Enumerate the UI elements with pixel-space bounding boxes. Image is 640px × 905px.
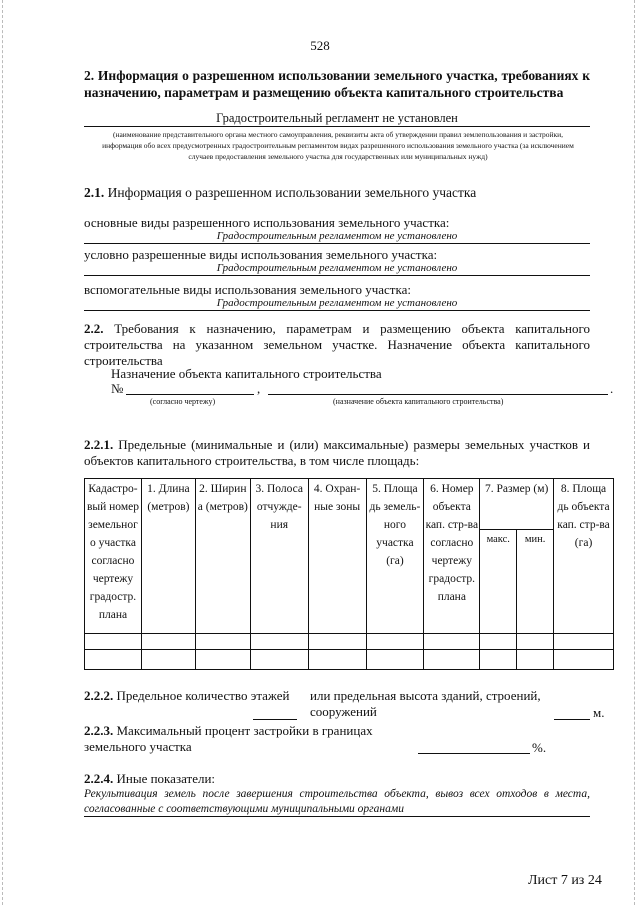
section-2-heading: 2. Информация о разрешенном использовании земельного участка, требованиях к назначению, параметрам и размещению объекта капитального строительства: [84, 68, 590, 100]
max-height-label: или предельная высота зданий, строений, сооружений: [310, 688, 541, 719]
purpose-comma: ,: [257, 381, 261, 396]
page-number: 528: [310, 38, 330, 53]
section-2-1-heading: [84, 185, 476, 201]
max-height-unit: м.: [593, 705, 605, 720]
caption-drawing: (согласно чертежу): [150, 397, 216, 406]
other-indicators-label: Иные показатели:: [116, 771, 216, 786]
max-height-line: [554, 719, 590, 720]
section-2-2-4-number: 2.2.4.: [84, 771, 114, 786]
section-2-2-1-body: Предельные (минимальные и (или) максимальные) размеры земельных участков и объектов капитального строительства, в том числе площадь:: [84, 437, 591, 468]
table-row: [85, 634, 614, 650]
section-2-2-3-number: 2.2.3.: [84, 723, 114, 738]
table-row: [85, 650, 614, 670]
table-header-row: [85, 479, 614, 530]
col-size: 7. Размер (м): [480, 479, 554, 530]
section-2-2-number: 2.2.: [84, 321, 104, 336]
regulation-underline: [84, 126, 590, 127]
auxiliary-uses-line: [84, 310, 590, 311]
section-2-2-2-number: 2.2.2.: [84, 688, 114, 703]
parameters-table: [84, 478, 614, 670]
col-object-area: 8. Площа дь объекта кап. стр-ва (га): [554, 479, 614, 634]
auxiliary-uses-value: Градостроительным регламентом не установлено: [216, 297, 458, 309]
main-uses-value: Градостроительным регламентом не установлено: [216, 230, 458, 242]
col-length: 1. Длина (метров): [141, 479, 195, 634]
auxiliary-uses-label: вспомогательные виды использования земельного участка:: [84, 282, 411, 297]
col-size-max: макс.: [480, 530, 517, 634]
drawing-number-line: [126, 394, 254, 395]
col-cadastral-number: Кадастро-вый номер земельног о участка согласно чертежу градостр. плана: [85, 479, 142, 634]
build-percent-unit: %.: [532, 740, 547, 755]
col-plot-area: 5. Площа дь земель-ного участка (га): [366, 479, 424, 634]
col-size-min: мин.: [517, 530, 554, 634]
section-2-2-2-text: [84, 688, 307, 704]
main-uses-label: основные виды разрешенного использования земельного участка:: [84, 215, 450, 230]
section-2-2-1-number: 2.2.1.: [84, 437, 114, 452]
other-indicators-value: Рекультивация земель после завершения строительства объекта, вывоз всех отходов в места, согласованные с соответствующими муниципальными органами: [84, 788, 590, 815]
section-2-2-body: Требования к назначению, параметрам и размещению объекта капитального строительства на указанном земельном участке. Назначение объекта капитального строительства: [84, 321, 591, 368]
main-uses-line: [84, 243, 590, 244]
section-2-2-3-text: [84, 723, 384, 755]
binding-edge: [634, 0, 639, 905]
section-2-2-4-text: [84, 771, 215, 787]
other-indicators-line: [84, 816, 590, 817]
section-2-2-1-text: [84, 437, 590, 469]
build-percent-label: Максимальный процент застройки в границах земельного участка: [84, 723, 373, 754]
max-floors-label: Предельное количество этажей: [116, 688, 290, 703]
purpose-label: Назначение объекта капитального строительства: [111, 366, 382, 381]
col-exclusion-strip: 3. Полоса отчужде-ния: [250, 479, 308, 634]
regulation-note: (наименование представительного органа местного самоуправления, реквизиты акта об утверждении правил землепользования и застройки, информация обо всех предусмотренных градостроительным регламентом видах разрешенного использования земельного участка (за исключением случаев предоставления земельного участка для государственных или муниципальных нужд): [102, 130, 574, 161]
col-width: 2. Ширин а (метров): [195, 479, 250, 634]
binding-edge: [2, 0, 7, 905]
purpose-dot: .: [610, 381, 614, 396]
conditional-uses-value: Градостроительным регламентом не установлено: [216, 262, 458, 274]
col-protection-zones: 4. Охран-ные зоны: [308, 479, 366, 634]
build-percent-line: [418, 753, 530, 754]
conditional-uses-line: [84, 275, 590, 276]
regulation-value: Градостроительный регламент не установлен: [216, 111, 458, 125]
max-floors-line: [253, 719, 297, 720]
caption-purpose: (назначение объекта капитального строительства): [333, 397, 504, 406]
conditional-uses-label: условно разрешенные виды использования земельного участка:: [84, 247, 438, 262]
section-2-2-text: [84, 321, 590, 369]
number-sign: №: [111, 381, 124, 396]
sheet-counter: Лист 7 из 24: [528, 873, 602, 888]
section-2-1-title: Информация о разрешенном использовании земельного участка: [107, 185, 477, 200]
col-object-number: 6. Номер объекта кап. стр-ва согласно чертежу градостр. плана: [424, 479, 480, 634]
section-2-1-number: 2.1.: [84, 185, 105, 200]
purpose-line: [268, 394, 608, 395]
